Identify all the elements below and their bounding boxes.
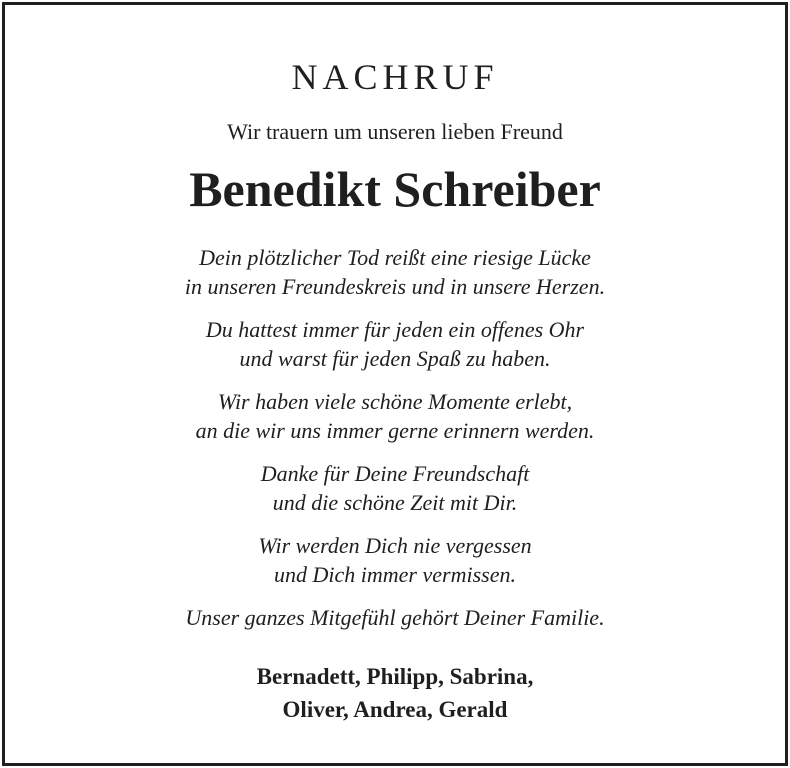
signer-line: Oliver, Andrea, Gerald (282, 697, 508, 722)
stanza-line: und die schöne Zeit mit Dir. (272, 490, 518, 515)
stanza (5, 459, 785, 517)
stanza-line: in unseren Freundeskreis und in unsere Herzen. (184, 274, 606, 299)
obituary-notice (2, 2, 788, 766)
stanza-line: und Dich immer vermissen. (274, 562, 516, 587)
stanza-line: Wir werden Dich nie vergessen (258, 533, 532, 558)
stanza (5, 315, 785, 373)
deceased-name: Benedikt Schreiber (189, 161, 601, 217)
stanza-line: Du hattest immer für jeden ein offenes Ohr (205, 317, 585, 342)
stanza (5, 531, 785, 589)
verses (5, 243, 785, 646)
stanza-line: Danke für Deine Freundschaft (260, 461, 530, 486)
intro-line: Wir trauern um unseren lieben Freund (227, 119, 563, 144)
stanza-line: Wir haben viele schöne Momente erlebt, (217, 389, 573, 414)
stanza-line: und warst für jeden Spaß zu haben. (239, 346, 551, 371)
stanza-line: an die wir uns immer gerne erinnern werden. (195, 418, 595, 443)
stanza (5, 243, 785, 301)
signer-line: Bernadett, Philipp, Sabrina, (256, 664, 534, 689)
stanza-line: Dein plötzlicher Tod reißt eine riesige Lücke (199, 245, 591, 270)
signers (5, 660, 785, 726)
stanza (5, 603, 785, 632)
stanza (5, 387, 785, 445)
stanza-line: Unser ganzes Mitgefühl gehört Deiner Familie. (185, 605, 605, 630)
notice-heading: NACHRUF (291, 57, 499, 97)
